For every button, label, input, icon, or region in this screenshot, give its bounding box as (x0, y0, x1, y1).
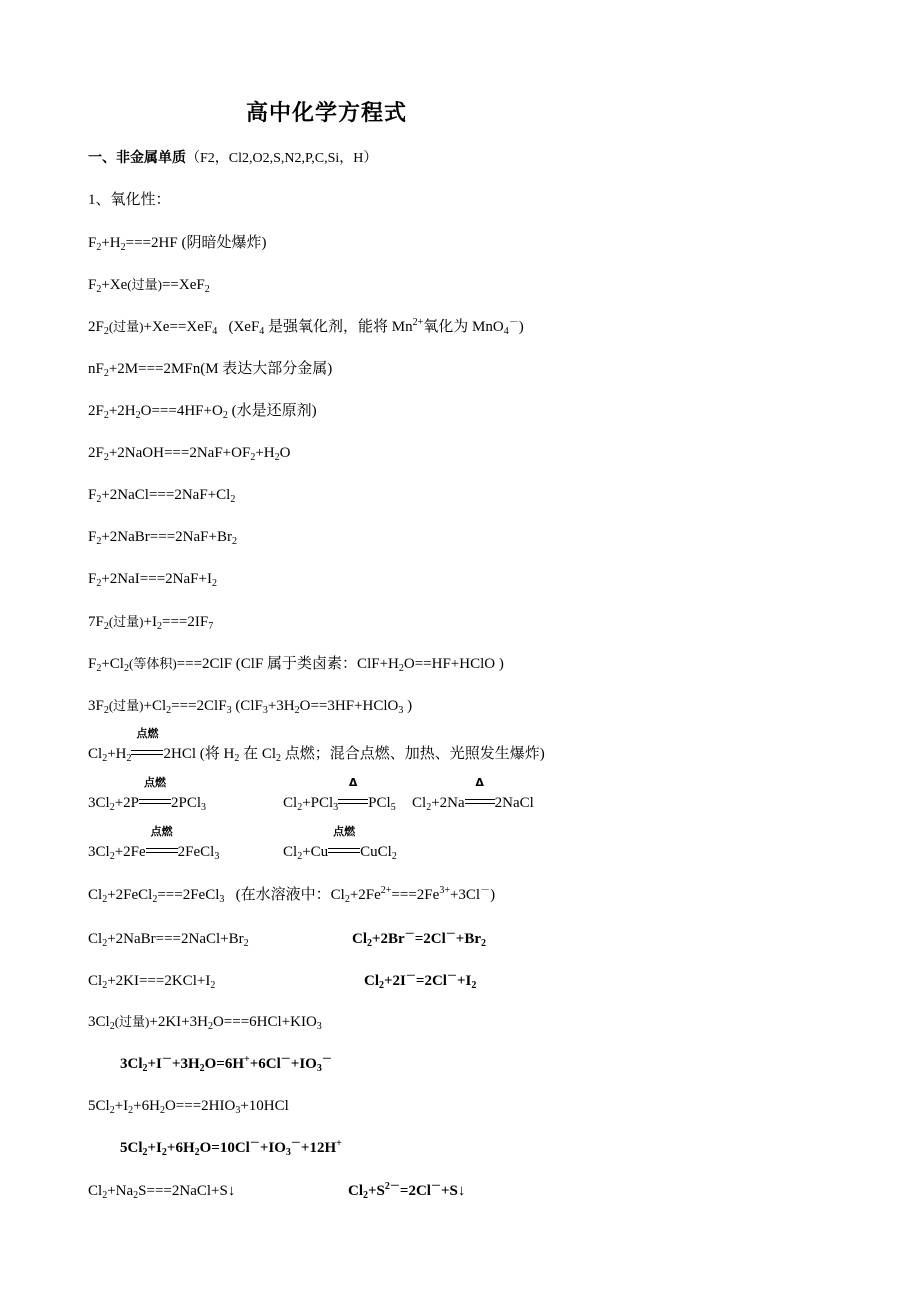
condition-ignite-label: 点燃 (144, 776, 166, 789)
equation-f2-nai: $F_2+2NaI===2NaF+I_2$ (88, 571, 217, 589)
equation-f2-h2: $F_2+H_2===2HF$ (阴暗处爆炸) (88, 235, 267, 253)
condition-ignite-label: 点燃 (333, 825, 356, 838)
equation-cl2-ki: $Cl_2+2KI===2KCl+I_2$ (88, 973, 216, 991)
condition-ignite-label: 点燃 (136, 727, 159, 740)
condition-ignite (146, 825, 178, 862)
equation-cl2-h2: $Cl_2+H_2$ 点燃 2HCl (将 $H_2$ 在 $Cl_2$ 点燃；混合点燃、加热、光照发生爆炸) (88, 727, 545, 764)
condition-heat-label: Δ (348, 776, 358, 789)
equation-3f2-cl2: $3F_2$(过量)$+Cl_2===2ClF_3$ ($ClF_3+3H_2O==3HF+HClO_3$ ) (88, 698, 413, 716)
page-title: 高中化学方程式 (246, 101, 408, 126)
equation-cl2-p: $3Cl_2+2P$ 点燃 2PCl$_3$ (88, 776, 207, 813)
equation-nf2-m: $nF_2+2M===2MFn(M$ 表达大部分金属) (88, 361, 333, 379)
equation-cl2-cu: $Cl_2+Cu$ 点燃 CuCl$_2$ (283, 825, 397, 862)
ionic-equation-3cl2-i: $3Cl_2+I^-+3H_2O=6H^++6Cl^-+IO_3^-$ (120, 1054, 332, 1074)
condition-ignite (139, 776, 171, 813)
equation-cl2-na2s: $Cl_2+Na_2S===2NaCl+S↓$ (88, 1183, 236, 1201)
equation-cl2-na: $Cl_2+2Na$ Δ 2NaCl (412, 776, 534, 813)
condition-heat-label: Δ (475, 776, 484, 789)
ionic-equation-5cl2-i2: $5Cl_2+I_2+6H_2O=10Cl^-+IO_3^-+12H^+$ (120, 1138, 342, 1158)
ionic-equation-cl2-i: $Cl_2+2I^-=2Cl^-+I_2$ (364, 971, 477, 991)
condition-ignite-label: 点燃 (150, 825, 173, 838)
section-heading-nonmetal (88, 148, 377, 169)
equation-3cl2-ki: $3Cl_2$(过量)$+2KI+3H_2O===6HCl+KIO_3$ (88, 1014, 322, 1032)
equation-cl2-pcl3: $Cl_2+PCl_3$ Δ PCl$_5$ (283, 776, 396, 813)
equation-cl2-nabr: $Cl_2+2NaBr===2NaCl+Br_2$ (88, 931, 249, 949)
ionic-equation-cl2-s: $Cl_2+S^{2-}=2Cl^-+S↓$ (348, 1181, 466, 1201)
section-heading-text: 一、非金属单质 (88, 150, 186, 166)
subsection-oxidizing: 1、氧化性： (88, 192, 171, 208)
equation-7f2-i2: $7F_2$(过量)$+I_2===2IF_7$ (88, 614, 214, 632)
ionic-equation-cl2-br: $Cl_2+2Br^-=2Cl^-+Br_2$ (352, 929, 486, 949)
equation-f2-nabr: $F_2+2NaBr===2NaF+Br_2$ (88, 529, 237, 547)
condition-heat (465, 776, 495, 813)
equation-f2-cl2: $F_2+Cl_2$(等体积)===2ClF (ClF 属于类卤素：$ClF+H_2O==HF+HClO$ ) (88, 656, 504, 674)
condition-heat (338, 776, 368, 813)
condition-ignite (328, 825, 360, 862)
equation-f2-xe: $F_2+Xe$(过量)==XeF$_2$ (88, 277, 210, 295)
condition-ignite (131, 727, 163, 764)
equation-f2-naoh: $2F_2+2NaOH===2NaF+OF_2+H_2O$ (88, 445, 291, 463)
equation-5cl2-i2: $5Cl_2+I_2+6H_2O===2HIO_3+10HCl$ (88, 1098, 289, 1116)
equation-f2-h2o: $2F_2+2H_2O===4HF+O_2$ (水是还原剂) (88, 403, 317, 421)
equation-cl2-fe: $3Cl_2+2Fe$ 点燃 2FeCl$_3$ (88, 825, 220, 862)
equation-f2-nacl: $F_2+2NaCl===2NaF+Cl_2$ (88, 487, 236, 505)
equation-cl2-fecl2: $Cl_2+2FeCl_2===2FeCl_3$ (在水溶液中：$Cl_2+2Fe^{2+}===2Fe^{3+}+3Cl^-$) (88, 885, 496, 905)
equation-2f2-xe: $2F_2$(过量)+Xe==XeF$_4$ (XeF$_4$ 是强氧化剂，能将 $Mn^{2+}$氧化为 MnO$_4$－) (88, 317, 524, 337)
section-heading-elements: （F2，Cl2,O2,S,N2,P,C,Si，H） (186, 151, 378, 166)
